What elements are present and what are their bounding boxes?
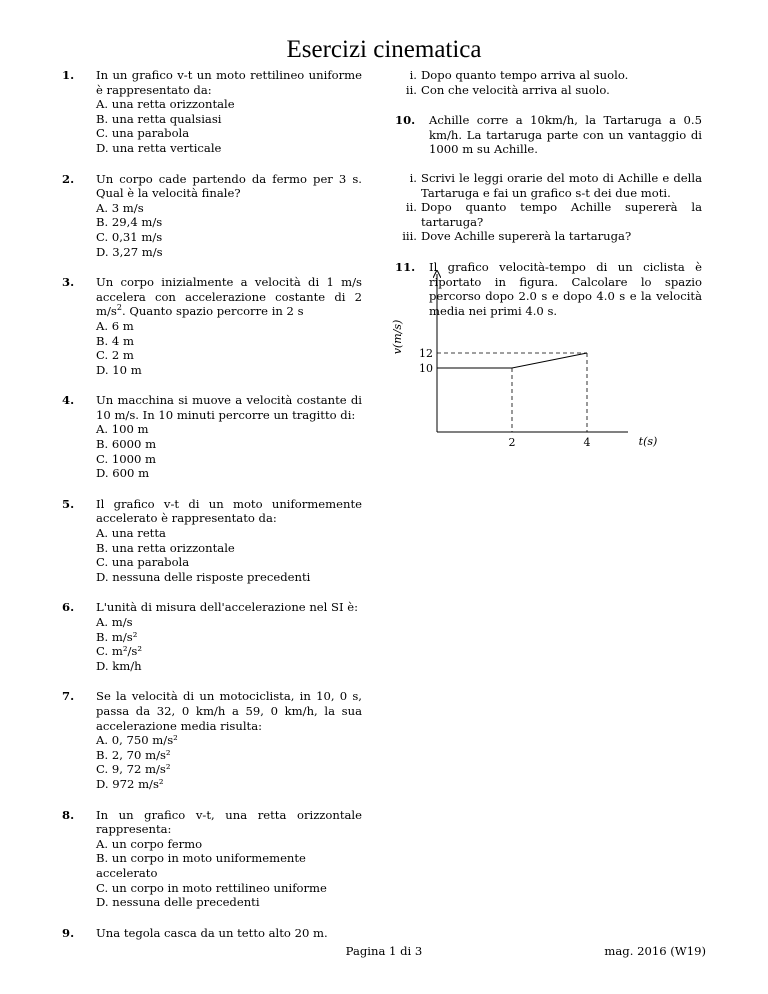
- question-number: 4.: [62, 393, 75, 408]
- question-number: 10.: [395, 113, 416, 128]
- option: C. 1000 m: [96, 451, 157, 466]
- question-number: 2.: [62, 171, 75, 186]
- option: D. una retta verticale: [96, 140, 222, 155]
- option: B. un corpo in moto uniformemente accelerato: [96, 851, 306, 880]
- question-text: Un macchina si muove a velocità costante di 10 m/s. In 10 minuti percorre un tragitto di:: [96, 393, 362, 422]
- question-number: 11.: [395, 259, 416, 274]
- question-number: 5.: [62, 496, 75, 511]
- question-text: Un corpo inizialmente a velocità di 1 m/s accelera con accelerazione costante di 2 $m/s^2$. Quanto spazio percorre in 2 s: [96, 275, 362, 319]
- question-1: [62, 68, 362, 156]
- question-text: Achille corre a 10km/h, la Tartaruga a 0.5 km/h. La tartaruga parte con un vantaggio di 1000 m su Achille.: [429, 113, 702, 157]
- question-9-subitems: [395, 68, 702, 97]
- question-number: 7.: [62, 689, 75, 704]
- x-tick-label: 4: [583, 436, 591, 449]
- question-text: In un grafico v-t, una retta orizzontale rappresenta:: [96, 807, 362, 837]
- option: D. 600 m: [96, 466, 150, 481]
- question-3: [62, 275, 362, 377]
- option: B. 29,4 m/s: [96, 215, 163, 230]
- option: A. 100 m: [96, 422, 149, 437]
- option: B. 6000 m: [96, 437, 157, 452]
- question-text: In un grafico v-t un moto rettilineo uniforme è rappresentato da:: [96, 68, 362, 97]
- option: D. 972 m/s²: [96, 776, 164, 791]
- option: C. una parabola: [96, 126, 190, 141]
- option: C. m²/s²: [96, 644, 142, 659]
- option: D. km/h: [96, 658, 142, 673]
- sub-item: ii. Con che velocità arriva al suolo.: [405, 82, 610, 97]
- sub-item: iii. Dove Achille supererà la tartaruga?: [402, 229, 632, 244]
- question-text: L'unità di misura dell'accelerazione nel SI è:: [96, 600, 359, 615]
- y-tick-label: 12: [419, 347, 433, 360]
- option: C. 9, 72 m/s²: [96, 762, 171, 777]
- option: D. nessuna delle precedenti: [96, 895, 260, 910]
- option: B. 4 m: [96, 333, 134, 348]
- option: C. 2 m: [96, 348, 134, 363]
- option: A. m/s: [96, 615, 133, 629]
- question-number: 6.: [62, 600, 75, 615]
- question-number: 9.: [62, 925, 75, 940]
- option: A. una retta orizzontale: [96, 97, 235, 112]
- option: A. 3 m/s: [96, 200, 144, 215]
- option: C. 0,31 m/s: [96, 229, 163, 244]
- question-2: [62, 172, 362, 260]
- option: B. 2, 70 m/s²: [96, 747, 171, 762]
- y-axis-label: v(m/s): [391, 319, 404, 355]
- page-number: Pagina 1 di 3: [345, 944, 423, 958]
- question-10-subitems: [395, 171, 702, 244]
- left-column: [62, 68, 362, 956]
- document-date: mag. 2016 (W19): [604, 944, 706, 958]
- option: B. una retta qualsiasi: [96, 111, 222, 126]
- option: C. un corpo in moto rettilineo uniforme: [96, 880, 327, 895]
- sub-item: ii. Dopo quanto tempo Achille supererà la tartaruga?: [405, 200, 702, 229]
- sub-item: i. Scrivi le leggi orarie del moto di Achille e della Tartaruga e fai un grafico s-t dei due moti.: [409, 170, 702, 200]
- option: B. m/s²: [96, 629, 138, 644]
- question-text: Il grafico v-t di un moto uniformemente accelerato è rappresentato da:: [96, 496, 362, 526]
- option: A. un corpo fermo: [96, 836, 203, 851]
- question-text: Un corpo cade partendo da fermo per 3 s. Qual è la velocità finale?: [96, 171, 362, 201]
- question-7: [62, 689, 362, 791]
- option: A. una retta: [96, 526, 166, 541]
- option: D. 10 m: [96, 362, 142, 377]
- x-axis-label: t(s): [638, 435, 658, 448]
- question-text: Il grafico velocità-tempo di un ciclista è riportato in figura. Calcolare lo spazio percorso dopo 2.0 s e dopo 4.0 s e la velocità media nei primi 4.0 s.: [429, 259, 702, 318]
- question-text: Se la velocità di un motociclista, in 10, 0 s, passa da 32, 0 km/h a 59, 0 km/h, la sua accelerazione media risulta:: [96, 689, 362, 733]
- x-tick-label: 2: [508, 436, 516, 449]
- page-title: Esercizi cinematica: [286, 36, 482, 63]
- question-text: Una tegola casca da un tetto alto 20 m.: [96, 925, 328, 940]
- y-tick-label: 10: [419, 362, 433, 375]
- velocity-series-line: [437, 353, 587, 368]
- question-9: [62, 926, 362, 941]
- question-8: [62, 808, 362, 910]
- question-number: 8.: [62, 807, 75, 822]
- question-5: [62, 497, 362, 585]
- option: A. 0, 750 m/s²: [96, 733, 178, 748]
- option: D. nessuna delle risposte precedenti: [96, 569, 311, 584]
- question-number: 3.: [62, 275, 75, 290]
- option: C. una parabola: [96, 555, 190, 570]
- sub-item: i. Dopo quanto tempo arriva al suolo.: [409, 68, 629, 82]
- option: D. 3,27 m/s: [96, 244, 163, 259]
- option: B. una retta orizzontale: [96, 540, 235, 555]
- question-4: [62, 393, 362, 481]
- option: A. 6 m: [96, 318, 134, 333]
- velocity-time-chart: [380, 260, 680, 460]
- question-10: [395, 113, 702, 157]
- question-6: [62, 600, 362, 673]
- question-number: 1.: [62, 68, 75, 82]
